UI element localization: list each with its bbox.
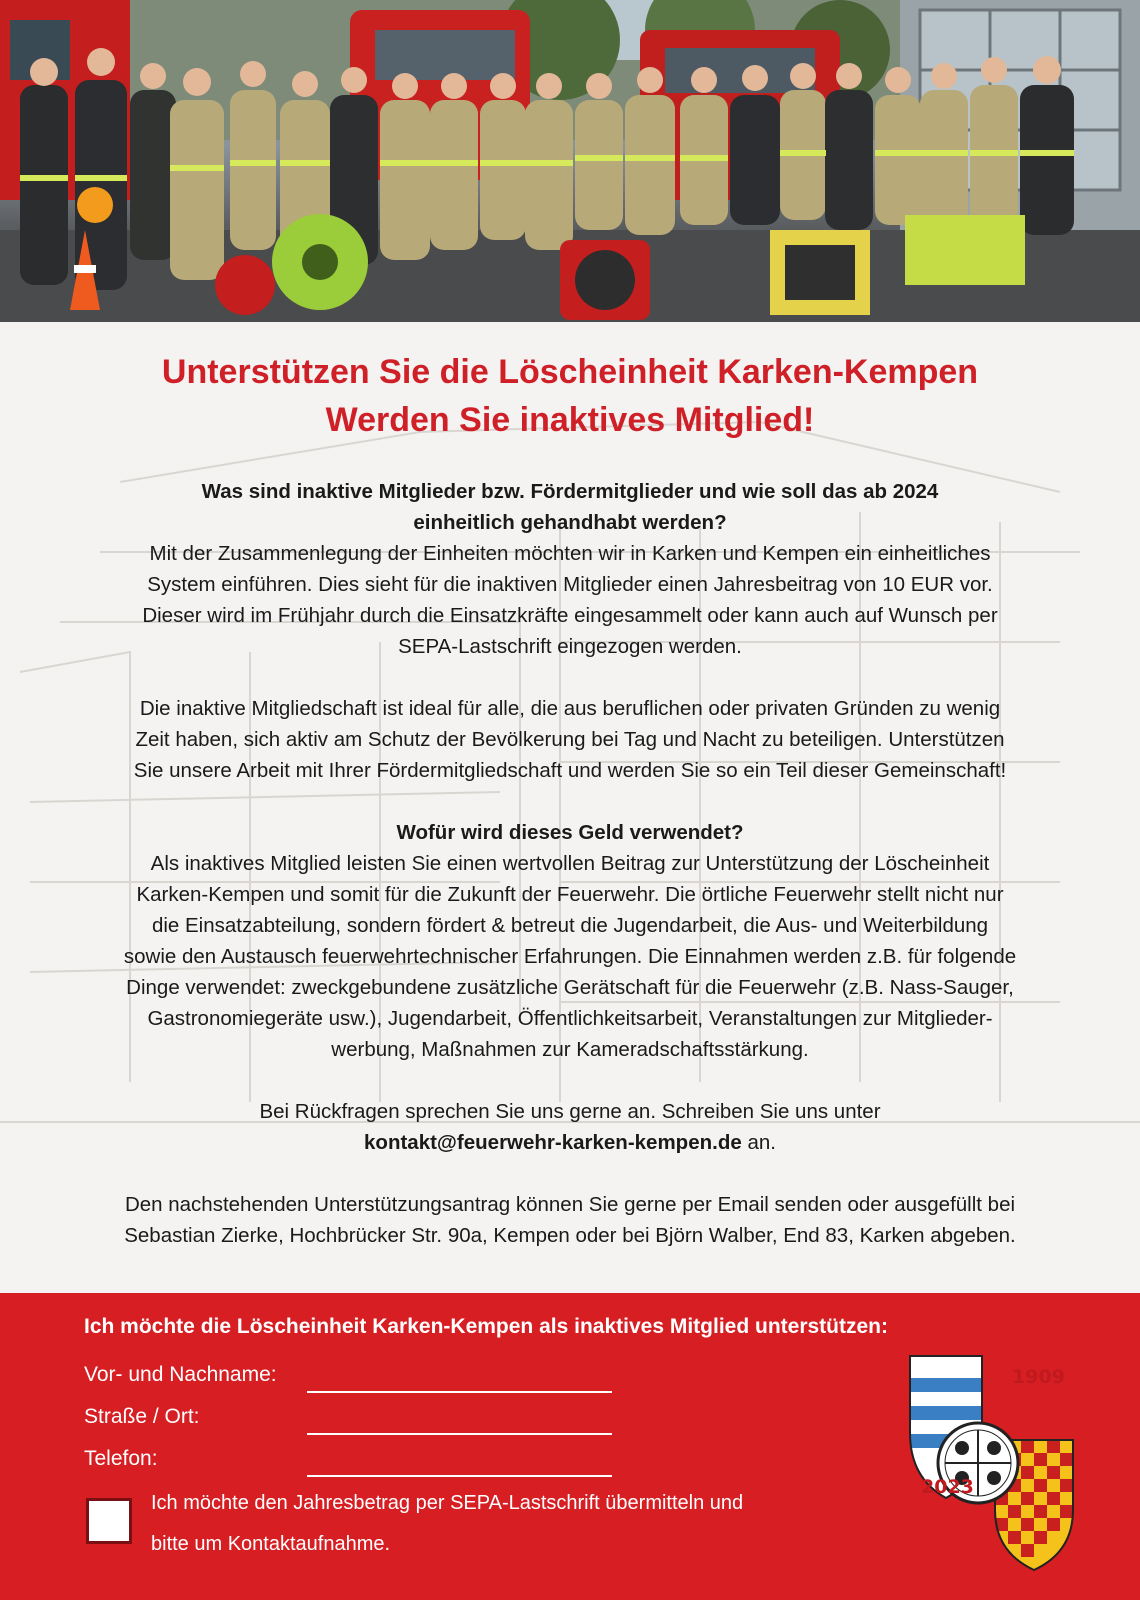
section3-question: Wofür wird dieses Geld verwendet? xyxy=(396,821,744,844)
body-text xyxy=(45,476,1095,1251)
section3-line: Dinge verwendet: zweckgebundene zusätzliche Gerätschaft für die Feuerwehr (z.B. Nass-Sauger, xyxy=(126,976,1014,999)
section3-line: die Einsatzabteilung, sondern fördert & betreut die Jugendarbeit, die Aus- und Weiterbildung xyxy=(151,914,989,937)
section1-question-line-2: einheitlich gehandhabt werden? xyxy=(413,511,727,534)
contact-email-suffix: an. xyxy=(741,1131,776,1154)
crest-year-merged: 2023 xyxy=(921,1476,974,1498)
name-field-label: Vor- und Nachname: xyxy=(84,1363,277,1386)
dropoff-line: Sebastian Zierke, Hochbrücker Str. 90a, Kempen oder bei Björn Walber, End 83, Karken abgeben. xyxy=(124,1224,1016,1247)
section3-line: Als inaktives Mitglied leisten Sie einen wertvollen Beitrag zur Unterstützung der Löscheinheit xyxy=(150,852,990,875)
street-city-field-label: Straße / Ort: xyxy=(84,1405,200,1428)
phone-field-label: Telefon: xyxy=(84,1447,158,1470)
phone-field[interactable] xyxy=(307,1475,612,1477)
firefighters-group-photo xyxy=(0,0,1140,322)
section1-line: SEPA-Lastschrift eingezogen werden. xyxy=(398,635,742,658)
section1-line: Mit der Zusammenlegung der Einheiten möchten wir in Karken und Kempen ein einheitliches xyxy=(149,542,991,565)
section1-line: Dieser wird im Frühjahr durch die Einsatzkräfte eingesammelt oder kann auch auf Wunsch per xyxy=(142,604,998,627)
crest-year-founded: 1909 xyxy=(1012,1366,1065,1388)
section3-line: werbung, Maßnahmen zur Kameradschaftsstärkung. xyxy=(331,1038,809,1061)
dropoff-line: Den nachstehenden Unterstützungsantrag können Sie gerne per Email senden oder ausgefüllt bei xyxy=(124,1193,1016,1216)
sepa-checkbox-label-line: Ich möchte den Jahresbetrag per SEPA-Lastschrift übermitteln und xyxy=(151,1492,744,1514)
sepa-checkbox[interactable] xyxy=(86,1498,132,1544)
street-city-field[interactable] xyxy=(307,1433,612,1435)
section2-line: Die inaktive Mitgliedschaft ist ideal für alle, die aus beruflichen oder privaten Gründen zu wenig xyxy=(139,697,1001,720)
section3-line: Gastronomiegeräte usw.), Jugendarbeit, Öffentlichkeitsarbeit, Veranstaltungen zur Mitglieder- xyxy=(147,1007,993,1030)
contact-email-line xyxy=(45,1127,1095,1158)
header-photo xyxy=(0,0,1140,322)
section3-line: sowie den Austausch feuerwehrtechnischer Erfahrungen. Die Einnahmen werden z.B. für folgende xyxy=(123,945,1017,968)
name-field[interactable] xyxy=(307,1391,612,1393)
form-title: Ich möchte die Löscheinheit Karken-Kempen als inaktives Mitglied unterstützen: xyxy=(84,1315,888,1338)
section2-line: Zeit haben, sich aktiv am Schutz der Bevölkerung bei Tag und Nacht zu beteiligen. Unterstützen xyxy=(135,728,1005,751)
section1-line: System einführen. Dies sieht für die inaktiven Mitglieder einen Jahresbeitrag von 10 EUR vor. xyxy=(147,573,993,596)
section2-line: Sie unsere Arbeit mit Ihrer Fördermitgliedschaft und werden Sie so ein Teil dieser Gemeinschaft! xyxy=(133,759,1007,782)
sepa-checkbox-label-line: bitte um Kontaktaufnahme. xyxy=(151,1533,391,1555)
section1-question-line-1: Was sind inaktive Mitglieder bzw. Fördermitglieder und wie soll das ab 2024 xyxy=(201,480,939,503)
contact-line: Bei Rückfragen sprechen Sie uns gerne an. Schreiben Sie uns unter xyxy=(259,1100,881,1123)
sepa-checkbox-label xyxy=(151,1483,871,1565)
section3-line: Karken-Kempen und somit für die Zukunft der Feuerwehr. Die örtliche Feuerwehr stellt nicht nur xyxy=(136,883,1004,906)
headline-line-1: Unterstützen Sie die Löscheinheit Karken-Kempen xyxy=(161,353,979,391)
headline-line-2: Werden Sie inaktives Mitglied! xyxy=(325,401,815,439)
membership-form xyxy=(0,1293,1140,1600)
contact-email-link[interactable]: kontakt@feuerwehr-karken-kempen.de xyxy=(364,1131,742,1154)
headline xyxy=(40,348,1100,444)
